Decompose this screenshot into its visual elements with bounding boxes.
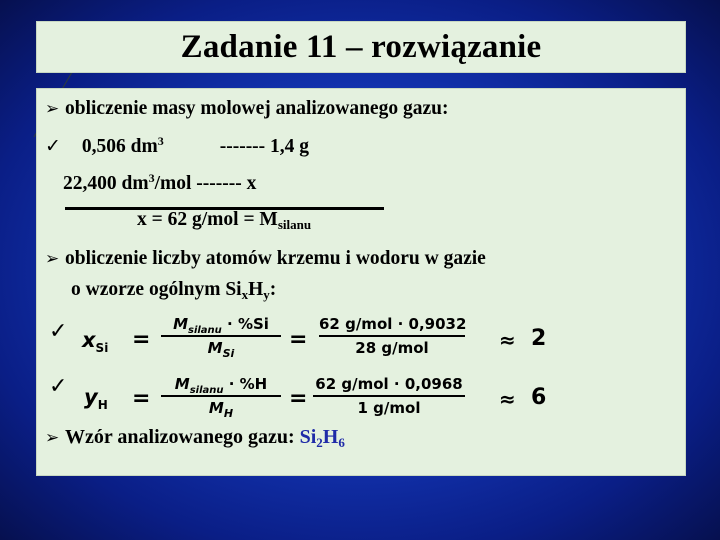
equals-sign: = [132,386,151,411]
line-proportion-2 [63,173,256,195]
approx-sign: ≈ [499,328,516,352]
text-molar-volume: 22,400 dm [63,173,149,194]
checkmark-icon: ✓ [45,135,61,157]
subscript-y: y [263,287,270,302]
result-si: 2 [531,326,547,351]
result-subscript: silanu [277,217,312,232]
line-result-molar-mass [137,209,311,231]
slide-title: Zadanie 11 – rozwiązanie [180,28,542,65]
text-result: x = 62 g/mol = M [137,209,278,230]
bullet-line-final-formula [45,426,345,449]
arrow-bullet-icon: ➢ [45,428,60,448]
content-panel [36,88,686,476]
bullet-line-molar-mass [45,98,448,120]
var-y-h: $y_H$ [84,385,108,412]
volume-exponent: 3 [157,134,164,148]
line-general-formula [71,279,276,301]
formula-h-symbol: H [322,426,339,448]
text-unknown-x: /mol ------- x [154,173,257,194]
arrow-bullet-icon: ➢ [45,99,60,119]
text-h: H [248,279,264,300]
subscript-x: x [241,287,249,302]
checkmark-icon: ✓ [49,319,68,344]
formula-si-subscript: 2 [316,435,323,450]
fraction-values-si: 62 g/mol · 0,9032 28 g/mol [319,315,467,357]
text-final-formula: Wzór analizowanego gazu: [65,426,300,448]
arrow-bullet-icon: ➢ [45,249,60,269]
bullet-line-atom-count [45,248,486,270]
formula-h-subscript: 6 [338,435,345,450]
equals-sign: = [289,327,308,352]
approx-sign: ≈ [499,387,516,411]
text-molar-mass: obliczenie masy molowej analizowanego gazu: [65,98,449,119]
text-volume: 0,506 dm [81,136,158,157]
equals-sign: = [132,327,151,352]
molar-volume-exponent: 3 [148,171,155,185]
title-panel [36,21,686,73]
equals-sign: = [289,386,308,411]
text-atom-count: obliczenie liczby atomów krzemu i wodoru w gazie [65,248,486,269]
check-line-proportion-1 [45,135,309,158]
var-x-si: $x_{Si}$ [82,328,109,355]
fraction-msilanu-over-msi: $M_{silanu} \cdot \%Si$ $M_{Si}$ [161,315,281,357]
formula-si-symbol: Si [299,426,317,448]
fraction-msilanu-over-mh: $M_{silanu} \cdot \%H$ $M_H$ [161,375,281,417]
checkmark-icon: ✓ [49,374,68,399]
text-general-formula: o wzorze ogólnym Si [71,279,242,300]
text-mass: ------- 1,4 g [219,136,310,157]
result-h: 6 [531,385,547,410]
text-colon: : [269,279,277,300]
fraction-values-h: 62 g/mol · 0,0968 1 g/mol [313,375,465,417]
